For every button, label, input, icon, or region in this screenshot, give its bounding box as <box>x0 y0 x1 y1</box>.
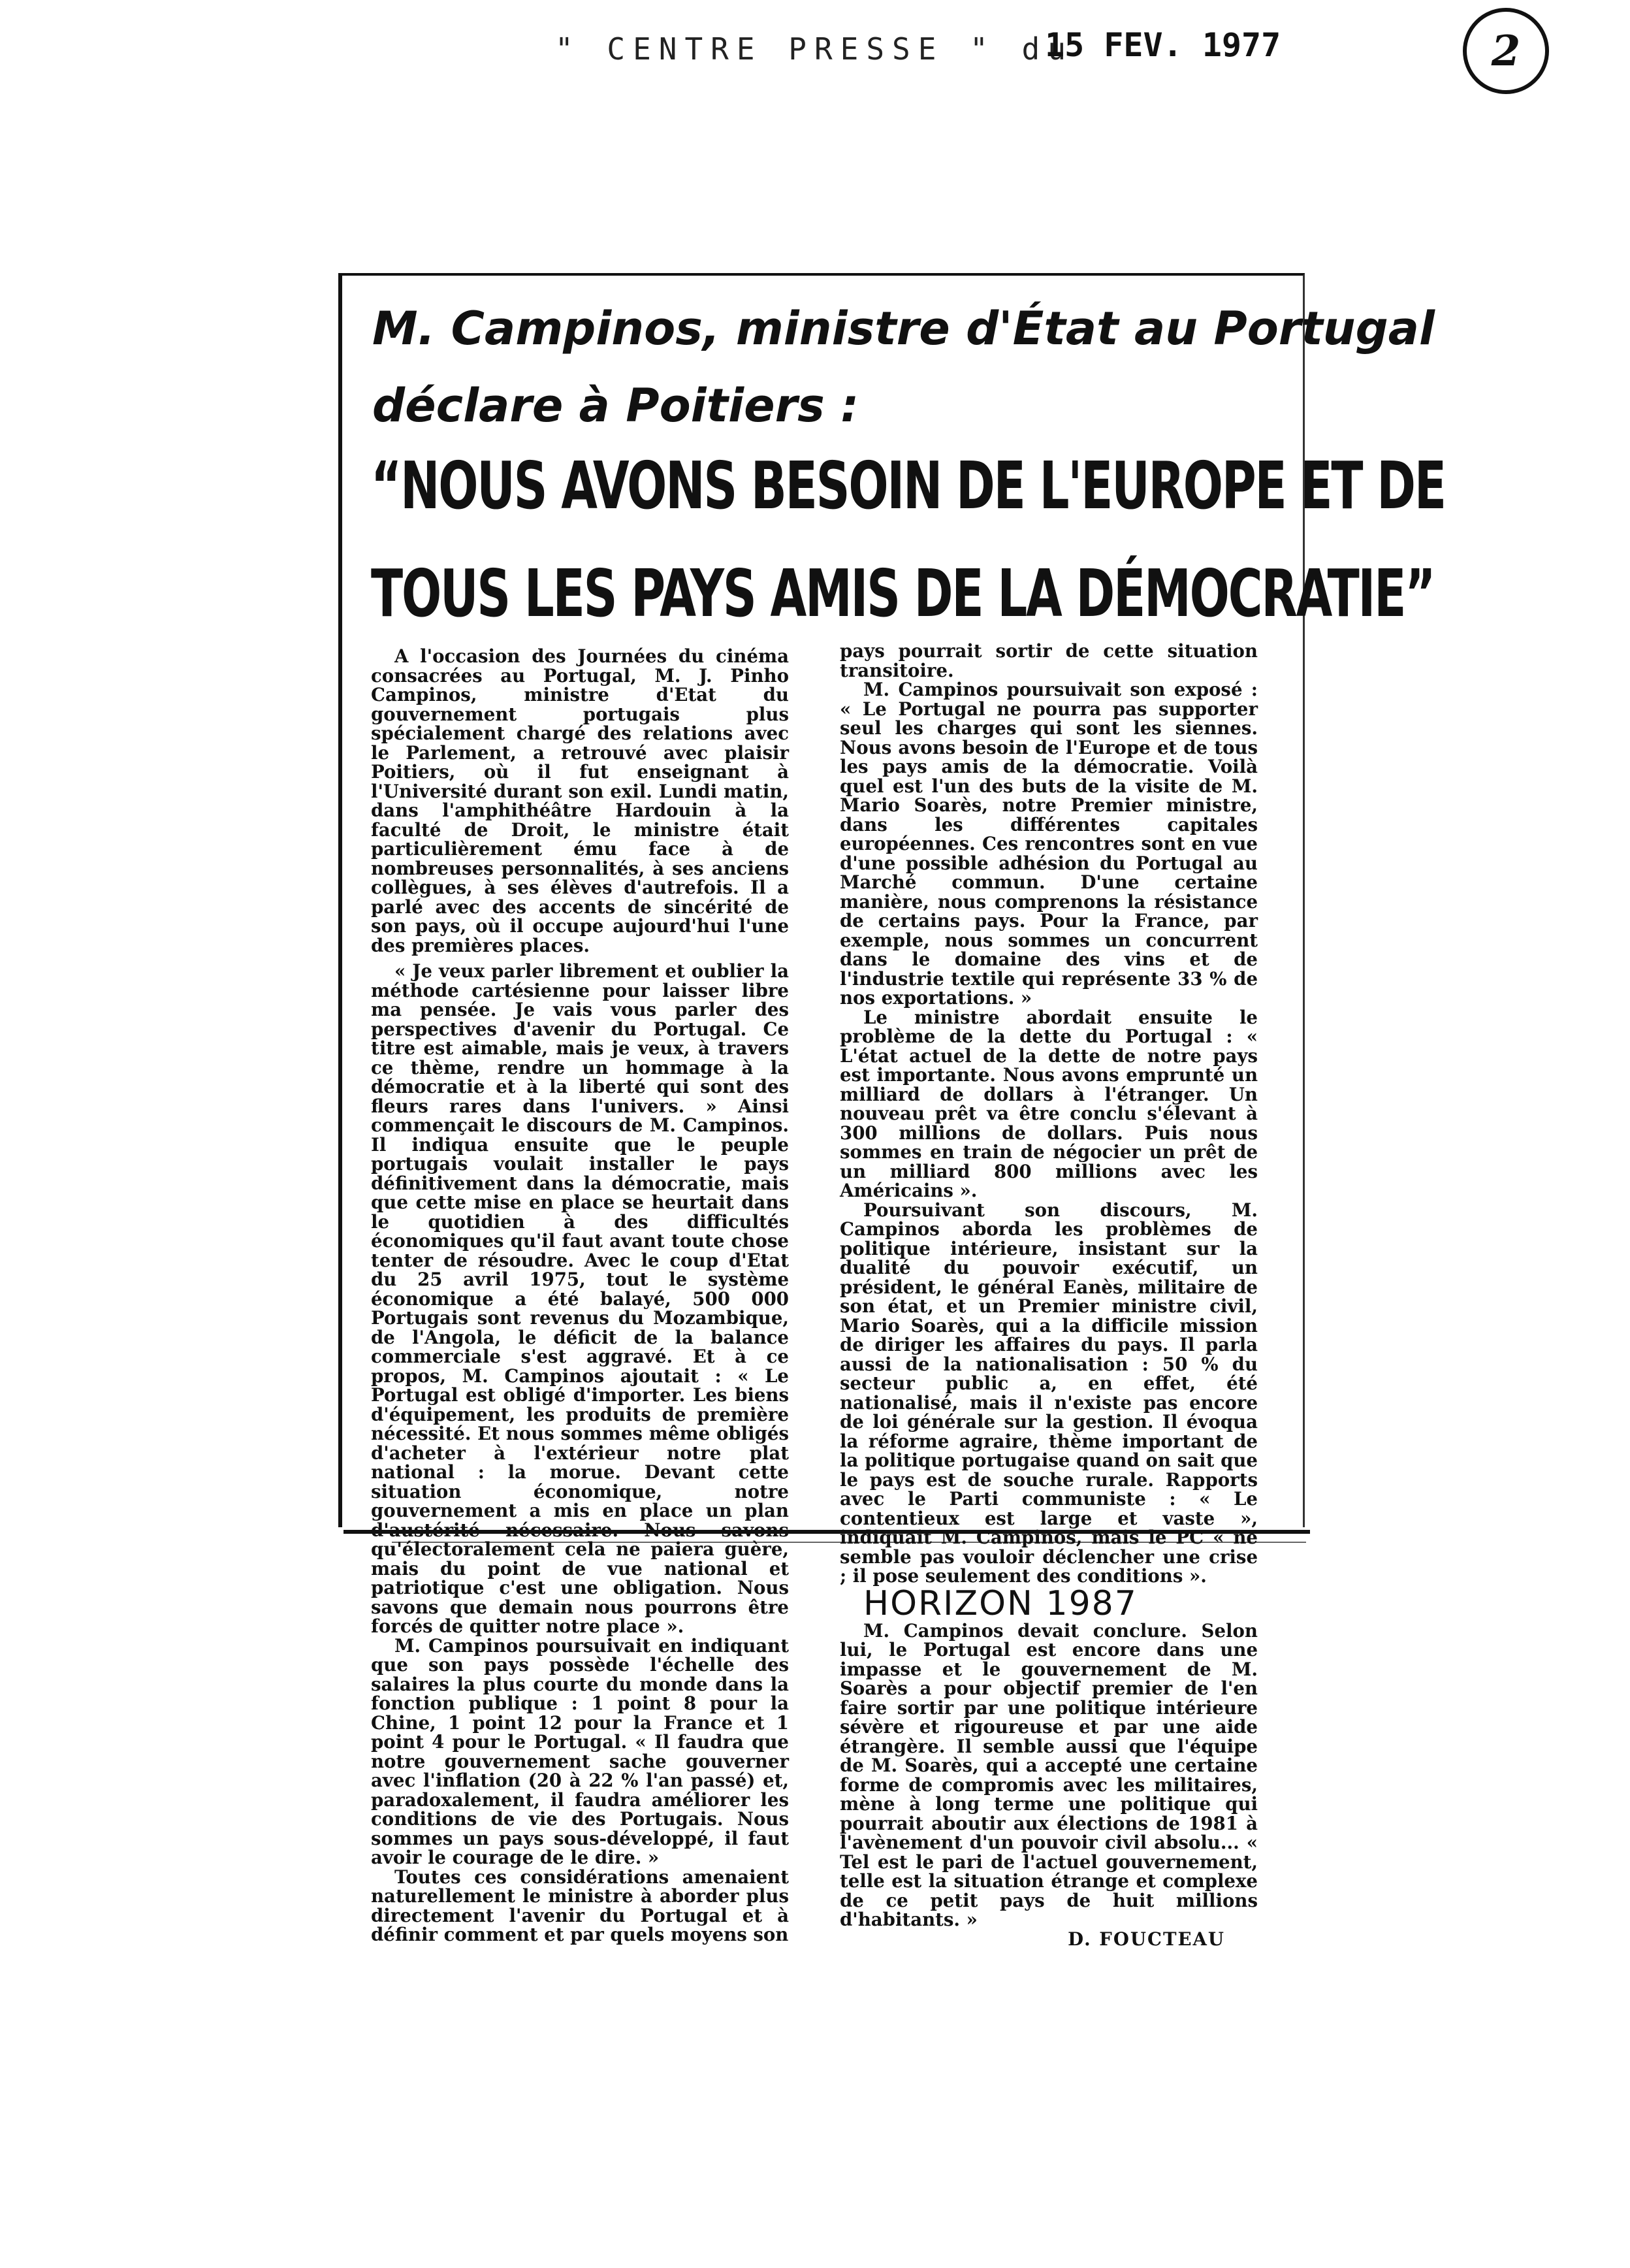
paragraph: Le ministre abordait ensuite le problème de la dette du Portugal : « L'état actuel de la dette de notre pays est importante. Nous avons emprunté un milliard de dollars à l'étranger. Un nouveau prêt va être conclu s'élevant à 300 millions de dollars. Puis nous sommes en train de négocier un prêt de un milliard 800 millions avec les Américains ». <box>840 1006 1258 1201</box>
publication-date: 15 FEV. 1977 <box>1045 26 1281 64</box>
paragraph: A l'occasion des Journées du cinéma consacrées au Portugal, M. J. Pinho Campinos, ministre d'Etat du gouvernement portugais plus spécialement chargé des relations avec le Parlement, a retrouvé avec plaisir Poitiers, où il fut enseignant à l'Université durant son exil. Lundi matin, dans l'amphithéâtre Hardouin à la faculté de Droit, le ministre était particulièrement ému face à de nombreuses personnalités, à ses anciens collègues, à ses élèves d'autrefois. Il a parlé avec des accents de sincérité de son pays, où il occupe aujourd'hui l'une des premières places. <box>371 645 789 956</box>
article-column-2 <box>840 641 1258 1949</box>
kicker-line-2: déclare à Poitiers : <box>372 379 859 432</box>
kicker-line-1: M. Campinos, ministre d'État au Portugal <box>372 302 1435 355</box>
author-signature: D. FOUCTEAU <box>1068 1928 1225 1950</box>
paragraph: pays pourrait sortir de cette situation transitoire. <box>840 640 1258 681</box>
paragraph: M. Campinos poursuivait en indiquant que son pays possède l'échelle des salaires la plus courte du monde dans la fonction publique : 1 point 8 pour la Chine, 1 point 12 pour la France et 1 point 4 pour le Portugal. « Il faudra que notre gouvernement sache gouverner avec l'inflation (20 à 22 % l'an passé) et, paradoxalement, il faudra améliorer les conditions de vie des Portugais. Nous sommes un pays sous-développé, il faut avoir le courage de le dire. » <box>371 1634 789 1868</box>
section-subhead: HORIZON 1987 <box>863 1583 1138 1623</box>
paragraph: M. Campinos devait conclure. Selon lui, le Portugal est encore dans une impasse et le gouvernement de M. Soarès a pour objectif premier de l'en faire sortir par une politique intérieure sévère et rigoureuse et par une aide étrangère. Il semble aussi que l'équipe de M. Soarès, qui a accepté une certaine forme de compromis avec les militaires, mène à long terme une politique qui pourrait aboutir aux élections de 1981 à l'avènement d'un pouvoir civil absolu... « Tel est le pari de l'actuel gouvernement, telle est la situation étrange et complexe de ce petit pays de huit millions d'habitants. » <box>840 1619 1258 1930</box>
newspaper-source: " CENTRE PRESSE " du <box>555 31 1074 67</box>
paragraph: Poursuivant son discours, M. Campinos aborda les problèmes de politique intérieure, insistant sur la dualité du pouvoir exécutif, un président, le général Eanès, militaire de son état, et un Premier ministre civil, Mario Soarès, qui a la difficile mission de diriger les affaires du pays. Il parla aussi de la nationalisation : 50 % du secteur public a, en effet, été nationalisé, mais il n'existe pas encore de loi générale sur la gestion. Il évoqua la réforme agraire, thème important de la politique portugaise quand on sait que le pays est de souche rurale. Rapports avec le Parti communiste : « Le contentieux est large et vaste », indiquait M. Campinos, mais le PC « ne semble pas vouloir déclencher une crise ; il pose seulement des conditions ». <box>840 1199 1258 1587</box>
paragraph: Toutes ces considérations amenaient naturellement le ministre à aborder plus directement l'avenir du Portugal et à définir comment et par quels moyens son <box>371 1866 789 1945</box>
article-column-1 <box>371 647 789 1945</box>
paragraph: M. Campinos poursuivait son exposé : « Le Portugal ne pourra pas supporter seul les charges qui sont les siennes. Nous avons besoin de l'Europe et de tous les pays amis de la démocratie. Voilà quel est l'un des buts de la visite de M. Mario Soarès, notre Premier ministre, dans les différentes capitales européennes. Ces rencontres sont en vue d'une possible adhésion du Portugal au Marché commun. D'une certaine manière, nous comprenons la résistance de certains pays. Pour la France, par exemple, nous sommes un concurrent dans le domaine des vins et de l'industrie textile qui représente 33 % de nos exportations. » <box>840 679 1258 1009</box>
page-number-mark <box>1463 8 1549 94</box>
paragraph: « Je veux parler librement et oublier la méthode cartésienne pour laisser libre ma pensée. Je vais vous parler des perspectives d'avenir du Portugal. Ce titre est aimable, mais je veux, à travers ce thème, rendre un hommage à la démocratie et à la liberté qui sont des fleurs rares dans l'univers. » Ainsi commençait le discours de M. Campinos. Il indiqua ensuite que le peuple portugais voulait installer le pays définitivement dans la démocratie, mais que cette mise en place se heurtait dans le quotidien à des difficultés économiques qu'il faut avant toute chose tenter de résoudre. Avec le coup d'Etat du 25 avril 1975, tout le système économique a été balayé, 500 000 Portugais sont revenus du Mozambique, de l'Angola, le déficit de la balance commerciale s'est aggravé. Et à ce propos, M. Campinos ajoutait : « Le Portugal est obligé d'importer. Les biens d'équipement, les produits de première nécessité. Et nous sommes même obligés d'acheter à l'extérieur notre plat national : la morue. Devant cette situation économique, notre gouvernement a mis en place un plan d'austérité nécessaire. Nous savons qu'électoralement cela ne paiera guère, mais du point de vue national et patriotique c'est une obligation. Nous savons que demain nous pourrons être forcés de quitter notre place ». <box>371 960 789 1637</box>
headline-line-2: TOUS LES PAYS AMIS DE LA DÉMOCRATIE” <box>371 555 1435 632</box>
page-number: 2 <box>1491 26 1521 76</box>
headline-line-1: “NOUS AVONS BESOIN DE L'EUROPE ET DE <box>371 447 1445 524</box>
